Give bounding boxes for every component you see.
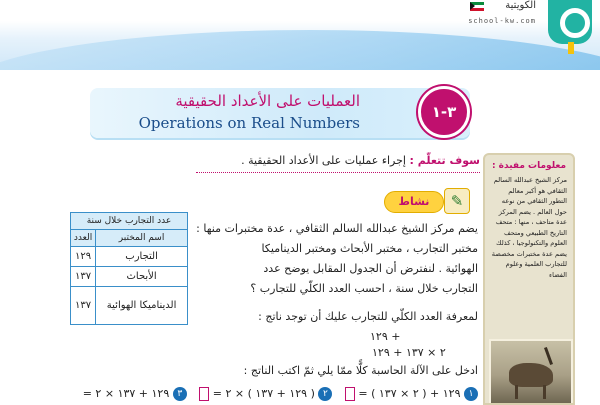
answer-box[interactable] (345, 387, 355, 401)
info-panel-title: معلومات مفيدة : (491, 161, 567, 171)
paragraph-line-5: لمعرفة العدد الكلّي للتجارب عليك أن توجد ناتج : (258, 310, 478, 323)
section-title-english: Operations on Real Numbers (138, 114, 360, 132)
table-row (71, 247, 188, 267)
paragraph-line-2: مختبر التجارب ، مختبر الأبحاث ومختبر الديناميكا (261, 242, 478, 255)
useful-info-panel (483, 153, 575, 405)
step-expression: ( ١٢٩ + ١٣٧ ) × ٢ = (212, 387, 315, 400)
learning-objective (241, 154, 480, 167)
expression-2: ٢ × ١٣٧ + ١٢٩ (372, 346, 446, 359)
info-panel-body: مركز الشيخ عبدالله السالم الثقافي هو أكبر معالم التطور الثقافي من نوعه حول العالم . يضم المركز عدة متاحف ، منها : متحف التاريخ الطبيعي ومتحف العلوم والتكنولوجيا ، كذلك يضم عدة مختبرات مخصصة للتجارب العلمية وعلوم الفضاء (491, 176, 567, 279)
section-number-badge: ٣-١ (418, 86, 470, 138)
tools-icon: ✎ (444, 188, 470, 214)
table-cell-lab: الأبحاث (96, 267, 188, 287)
step-number: ١ (464, 387, 478, 401)
paragraph-line-6: ادخل على الآلة الحاسبة كلًّا ممّا يلي ثمّ اكتب الناتج : (243, 364, 478, 377)
museum-photo (489, 339, 573, 405)
table-cell-lab: الديناميكا الهوائية (96, 287, 188, 325)
objective-divider (196, 172, 480, 173)
site-name: الكويتية (505, 0, 536, 11)
step-expression: ١٢٩ + ( ٢ × ١٣٧ ) = (358, 387, 461, 400)
table-cell-count: ١٣٧ (71, 267, 96, 287)
site-logo-icon[interactable] (548, 0, 592, 44)
experiments-table (70, 212, 188, 325)
step-number: ٣ (173, 387, 187, 401)
objective-text: إجراء عمليات على الأعداد الحقيقية . (241, 154, 406, 167)
paragraph-line-3: الهوائية . لنفترض أن الجدول المقابل يوضح عدد (263, 262, 478, 275)
table-cell-count: ١٣٧ (71, 287, 96, 325)
paragraph-line-4: التجارب خلال سنة ، احسب العدد الكلّي للتجارب ؟ (250, 282, 478, 295)
objective-label: سوف تتعلّم : (409, 154, 480, 167)
table-cell-lab: التجارب (96, 247, 188, 267)
section-title-arabic: العمليات على الأعداد الحقيقية (175, 92, 360, 110)
animal-shape (509, 363, 553, 387)
header-wave (0, 30, 600, 70)
activity-badge: نشاط (384, 191, 444, 213)
section-title-banner (90, 88, 470, 138)
table-row (71, 287, 188, 325)
table-row (71, 267, 188, 287)
expression-1: ١٢٩ + (370, 330, 401, 343)
table-header-count: العدد (71, 230, 96, 247)
calculation-row (83, 387, 478, 401)
site-url[interactable]: school-kw.com (468, 17, 536, 25)
table-caption: عدد التجارب خلال سنة (71, 213, 188, 230)
table-header-lab: اسم المختبر (96, 230, 188, 247)
step-expression: ١٢٩ + ١٣٧ × ٢ = (82, 387, 170, 400)
table-cell-count: ١٢٩ (71, 247, 96, 267)
answer-box[interactable] (199, 387, 209, 401)
paragraph-line-1: يضم مركز الشيخ عبدالله السالم الثقافي ، عدة مختبرات منها : (196, 222, 478, 235)
kuwait-flag-icon (470, 2, 484, 11)
step-number: ٢ (318, 387, 332, 401)
